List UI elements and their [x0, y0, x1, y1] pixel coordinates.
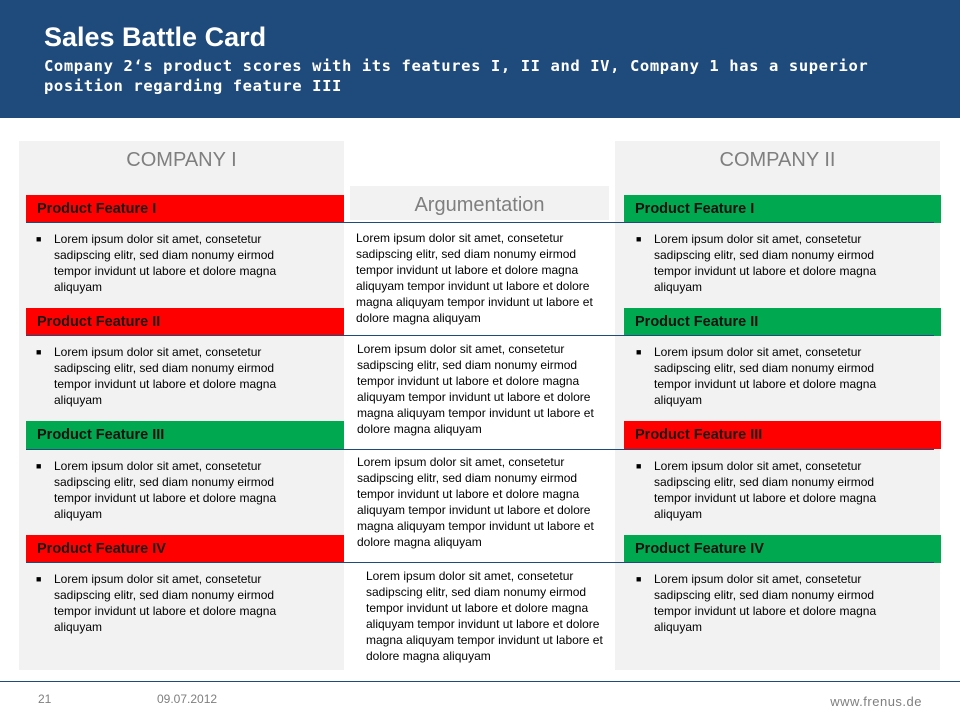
company2-feature-1-bullet: ■ Lorem ipsum dolor sit amet, consetetur sadipscing elitr, sed diam nonumy eirmod tempor invidunt ut labore et dolore magna aliquyam — [636, 232, 877, 294]
bullet-icon: ■ — [636, 347, 642, 357]
company2-feature-2-bullet: ■ Lorem ipsum dolor sit amet, consetetur sadipscing elitr, sed diam nonumy eirmod tempor invidunt ut labore et dolore magna aliquyam — [636, 345, 877, 407]
company1-feature-2-header: Product Feature II — [26, 308, 344, 336]
bullet-icon: ■ — [636, 461, 642, 471]
company2-feature-3-bullet: ■ Lorem ipsum dolor sit amet, consetetur sadipscing elitr, sed diam nonumy eirmod tempor invidunt ut labore et dolore magna aliquyam — [636, 459, 877, 521]
bullet-icon: ■ — [36, 347, 42, 357]
company1-feature-1-header: Product Feature I — [26, 195, 344, 223]
company2-feature-4-header: Product Feature IV — [624, 535, 941, 563]
company2-feature-1-header: Product Feature I — [624, 195, 941, 223]
company2-feature-4-bullet: ■ Lorem ipsum dolor sit amet, consetetur sadipscing elitr, sed diam nonumy eirmod tempor invidunt ut labore et dolore magna aliquyam — [636, 572, 877, 634]
footer-url: www.frenus.de — [830, 694, 922, 709]
bullet-icon: ■ — [36, 461, 42, 471]
slide-title: Sales Battle Card — [44, 22, 267, 52]
company1-feature-1-bullet: ■ Lorem ipsum dolor sit amet, consetetur sadipscing elitr, sed diam nonumy eirmod tempor invidunt ut labore et dolore magna aliquyam — [36, 232, 277, 294]
header-bar — [0, 0, 960, 118]
divider-row-3 — [26, 449, 934, 450]
company1-feature-3-header: Product Feature III — [26, 421, 344, 449]
page-number: 21 — [38, 692, 52, 706]
argumentation-1: Lorem ipsum dolor sit amet, consetetur sadipscing elitr, sed diam nonumy eirmod tempor invidunt ut labore et dolore magna aliquyam tempor invidunt ut labore et dolore magna aliquyam tempor invidunt ut labore et dolore magna aliquyam — [356, 231, 593, 325]
argumentation-2: Lorem ipsum dolor sit amet, consetetur sadipscing elitr, sed diam nonumy eirmod tempor invidunt ut labore et dolore magna aliquyam tempor invidunt ut labore et dolore magna aliquyam tempor invidunt ut labore et dolore magna aliquyam — [357, 342, 594, 436]
divider-row-4 — [26, 562, 934, 563]
argumentation-title: Argumentation — [350, 186, 609, 220]
company2-feature-2-header: Product Feature II — [624, 308, 941, 336]
divider-row-1 — [26, 222, 934, 223]
bullet-icon: ■ — [636, 574, 642, 584]
company1-feature-4-bullet: ■ Lorem ipsum dolor sit amet, consetetur sadipscing elitr, sed diam nonumy eirmod tempor invidunt ut labore et dolore magna aliquyam — [36, 572, 277, 634]
company2-title: COMPANY II — [719, 149, 836, 171]
footer-divider — [0, 681, 960, 682]
company1-feature-3-bullet: ■ Lorem ipsum dolor sit amet, consetetur sadipscing elitr, sed diam nonumy eirmod tempor invidunt ut labore et dolore magna aliquyam — [36, 459, 277, 521]
argumentation-4: Lorem ipsum dolor sit amet, consetetur sadipscing elitr, sed diam nonumy eirmod tempor invidunt ut labore et dolore magna aliquyam tempor invidunt ut labore et dolore magna aliquyam tempor invidunt ut labore et dolore magna aliquyam — [366, 569, 603, 663]
argumentation-3: Lorem ipsum dolor sit amet, consetetur sadipscing elitr, sed diam nonumy eirmod tempor invidunt ut labore et dolore magna aliquyam tempor invidunt ut labore et dolore magna aliquyam tempor invidunt ut labore et dolore magna aliquyam — [357, 455, 594, 549]
bullet-icon: ■ — [36, 234, 42, 244]
bullet-icon: ■ — [636, 234, 642, 244]
footer-date: 09.07.2012 — [157, 692, 218, 706]
bullet-icon: ■ — [36, 574, 42, 584]
company1-title: COMPANY I — [126, 149, 237, 171]
company1-feature-4-header: Product Feature IV — [26, 535, 344, 563]
divider-row-2 — [26, 335, 934, 336]
company2-feature-3-header: Product Feature III — [624, 421, 941, 449]
slide-subtitle: Company 2‘s product scores with its features I, II and IV, Company 1 has a superior position regarding feature III — [44, 57, 869, 95]
company1-feature-2-bullet: ■ Lorem ipsum dolor sit amet, consetetur sadipscing elitr, sed diam nonumy eirmod tempor invidunt ut labore et dolore magna aliquyam — [36, 345, 277, 407]
